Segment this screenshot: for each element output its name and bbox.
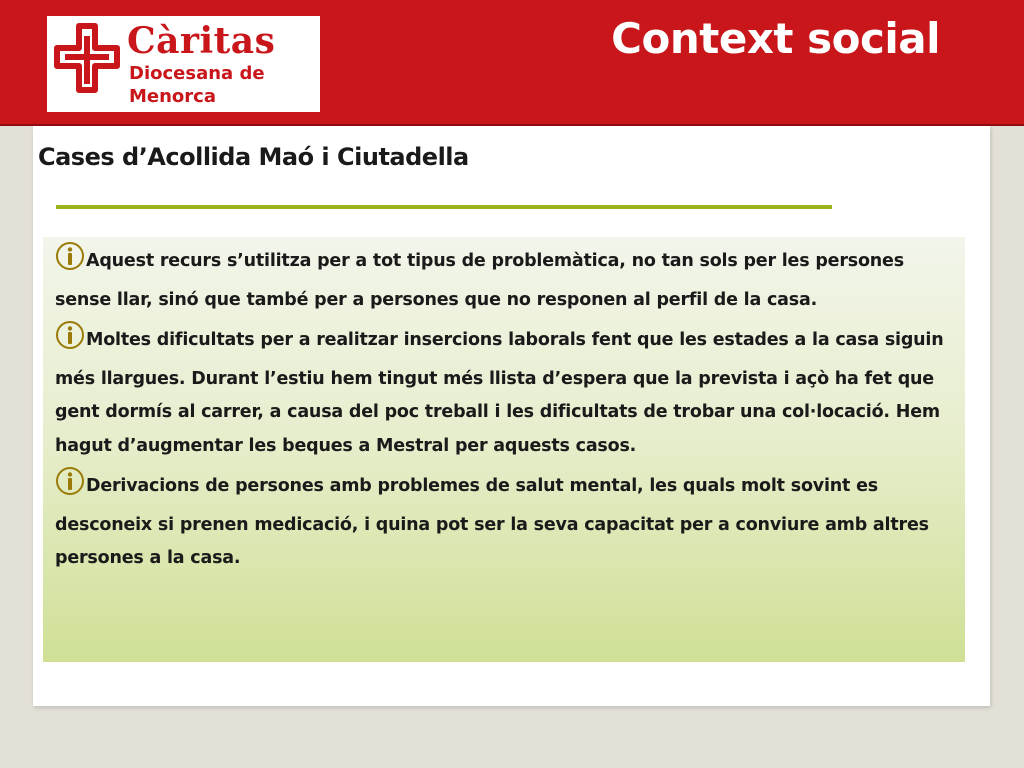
accent-divider: [56, 205, 832, 209]
caritas-logo: [47, 16, 320, 112]
bullet-text: Derivacions de persones amb problemes de salut mental, les quals molt sovint es desconeix si prenen medicació, i quina pot ser la seva capacitat per a conviure amb altres persones a la casa.: [55, 476, 929, 568]
bullet-item: [55, 241, 953, 317]
info-icon: [55, 241, 85, 284]
bullet-text: Moltes dificultats per a realitzar insercions laborals fent que les estades a la casa siguin més llargues. Durant l’estiu hem tingut més llista d’espera que la prevista i açò ha fet que gent dormís al carrer, a causa del poc treball i les dificultats de trobar una col·locació. Hem hagut d’augmentar les beques a Mestral per aquests casos.: [55, 330, 944, 456]
bullet-item: [55, 320, 953, 463]
info-icon: [55, 466, 85, 509]
section-subtitle: Cases d’Acollida Maó i Ciutadella: [38, 143, 469, 171]
info-icon: [55, 320, 85, 363]
bullet-text: Aquest recurs s’utilitza per a tot tipus de problemàtica, no tan sols per les persones sense llar, sinó que també per a persones que no responen al perfil de la casa.: [55, 251, 904, 310]
header-bar: [0, 0, 1024, 126]
caritas-cross-icon: [53, 22, 121, 94]
logo-subtitle-line1: Diocesana de: [129, 63, 265, 84]
logo-subtitle-line2: Menorca: [129, 86, 216, 107]
bullet-item: [55, 466, 953, 576]
logo-name: Càritas: [127, 20, 276, 62]
bullet-box: [43, 237, 965, 662]
slide-title: Context social: [611, 14, 940, 63]
